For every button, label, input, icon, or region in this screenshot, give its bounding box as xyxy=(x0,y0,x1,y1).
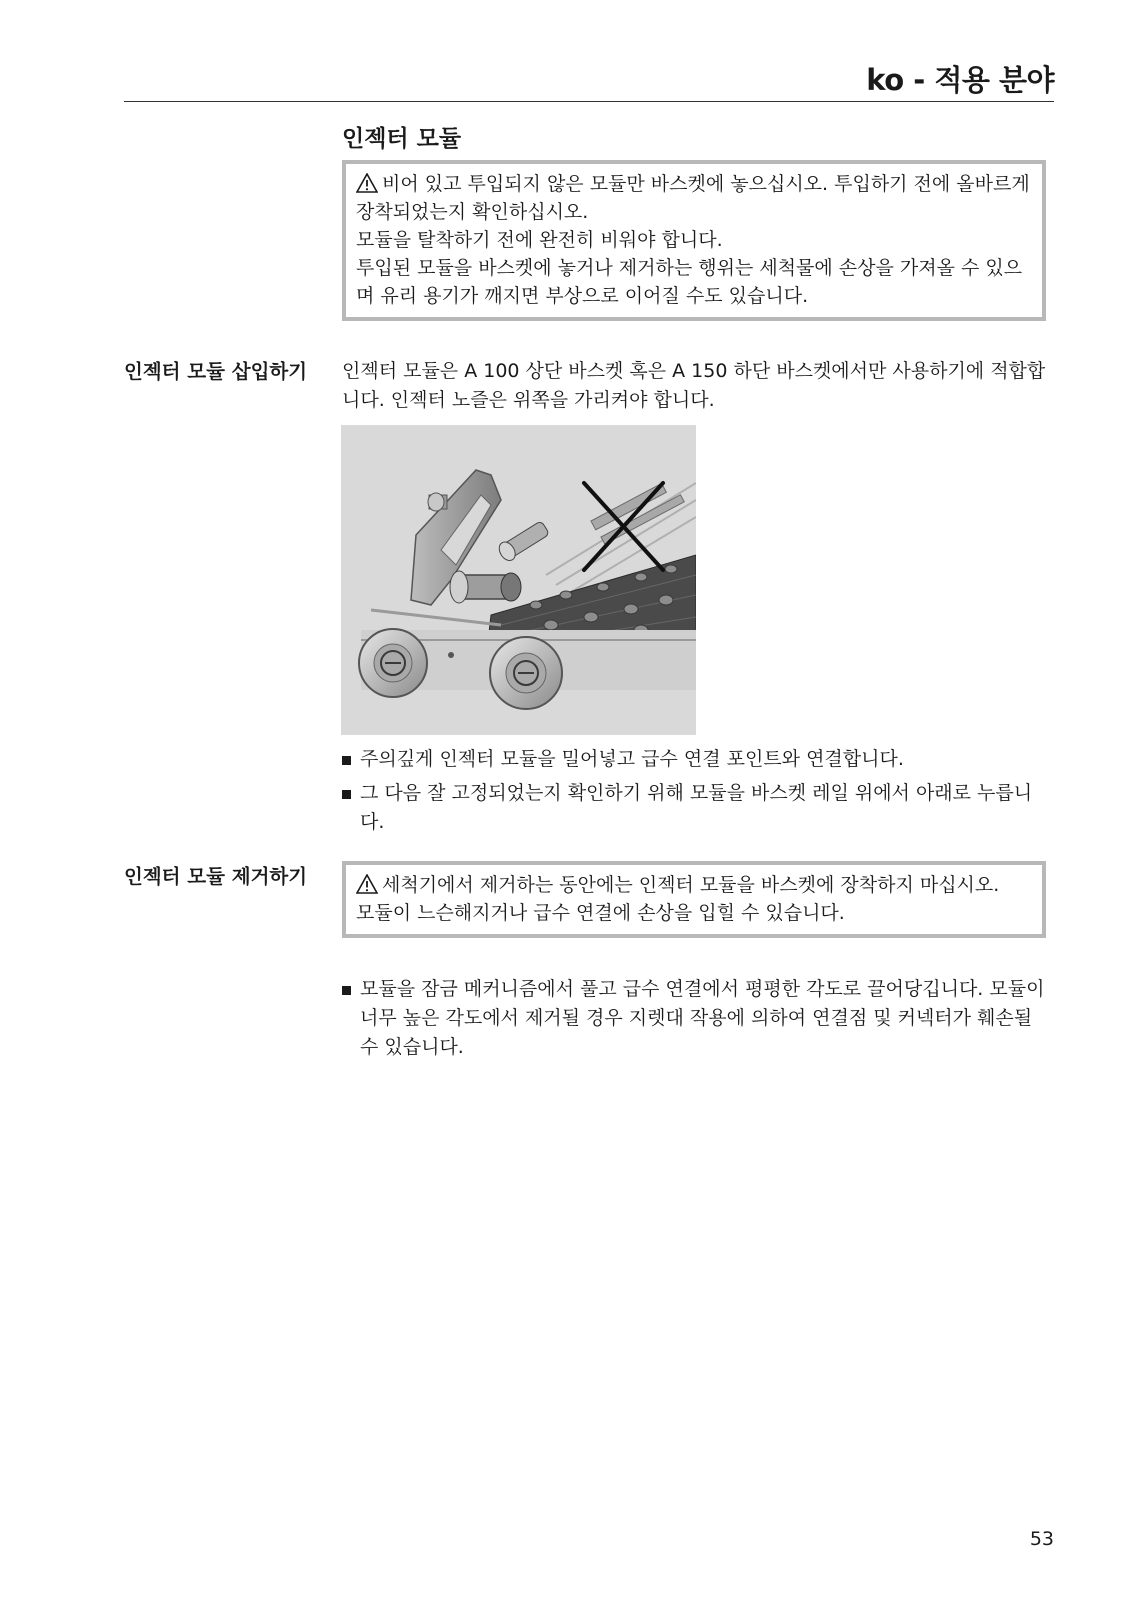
insert-steps xyxy=(342,745,1046,842)
warning-text: 세척기에서 제거하는 동안에는 인젝터 모듈을 바스켓에 장착하지 마십시오. xyxy=(382,874,1000,896)
step-text: 모듈을 잠금 메커니즘에서 풀고 급수 연결에서 평평한 각도로 끌어당깁니다. 모듈이 너무 높은 각도에서 제거될 경우 지렛대 작용에 의하여 연결점 및 커넥터가 훼손될 수 있습니다. xyxy=(360,978,1045,1058)
list-item xyxy=(342,975,1046,1062)
warning-box-general xyxy=(342,160,1046,321)
injector-module-illustration xyxy=(341,425,696,735)
insert-heading: 인젝터 모듈 삽입하기 xyxy=(124,360,308,383)
bullet-square-icon xyxy=(342,756,351,765)
section-title: 인젝터 모듈 xyxy=(342,126,462,152)
warning-line xyxy=(356,170,1030,226)
insert-description xyxy=(342,357,1052,415)
header-divider xyxy=(124,101,1054,102)
header-title: ko - 적용 분야 xyxy=(866,63,1054,97)
step-text: 그 다음 잘 고정되었는지 확인하기 위해 모듈을 바스켓 레일 위에서 아래로 누릅니다. xyxy=(360,782,1033,833)
warning-line: 모듈이 느슨해지거나 급수 연결에 손상을 입힐 수 있습니다. xyxy=(356,902,845,924)
step-text: 주의깊게 인젝터 모듈을 밀어넣고 급수 연결 포인트와 연결합니다. xyxy=(360,748,904,770)
warning-triangle-icon xyxy=(356,874,378,894)
list-item xyxy=(342,779,1046,837)
page-number: 53 xyxy=(1029,1528,1054,1550)
list-item xyxy=(342,745,1046,774)
warning-line: 투입된 모듈을 바스켓에 놓거나 제거하는 행위는 세척물에 손상을 가져올 수 있으며 유리 용기가 깨지면 부상으로 이어질 수도 있습니다. xyxy=(356,257,1023,307)
insert-text: 인젝터 모듈은 A 100 상단 바스켓 혹은 A 150 하단 바스켓에서만 사용하기에 적합합니다. 인젝터 노즐은 위쪽을 가리켜야 합니다. xyxy=(342,360,1046,411)
bullet-square-icon xyxy=(342,790,351,799)
remove-steps xyxy=(342,975,1046,1067)
warning-box-removal xyxy=(342,861,1046,938)
warning-triangle-icon xyxy=(356,173,378,193)
warning-line: 모듈을 탈착하기 전에 완전히 비워야 합니다. xyxy=(356,229,723,251)
remove-heading: 인젝터 모듈 제거하기 xyxy=(124,865,308,888)
warning-text: 비어 있고 투입되지 않은 모듈만 바스켓에 놓으십시오. 투입하기 전에 올바르게 장착되었는지 확인하십시오. xyxy=(356,173,1030,223)
bullet-square-icon xyxy=(342,986,351,995)
warning-line xyxy=(356,871,1030,899)
